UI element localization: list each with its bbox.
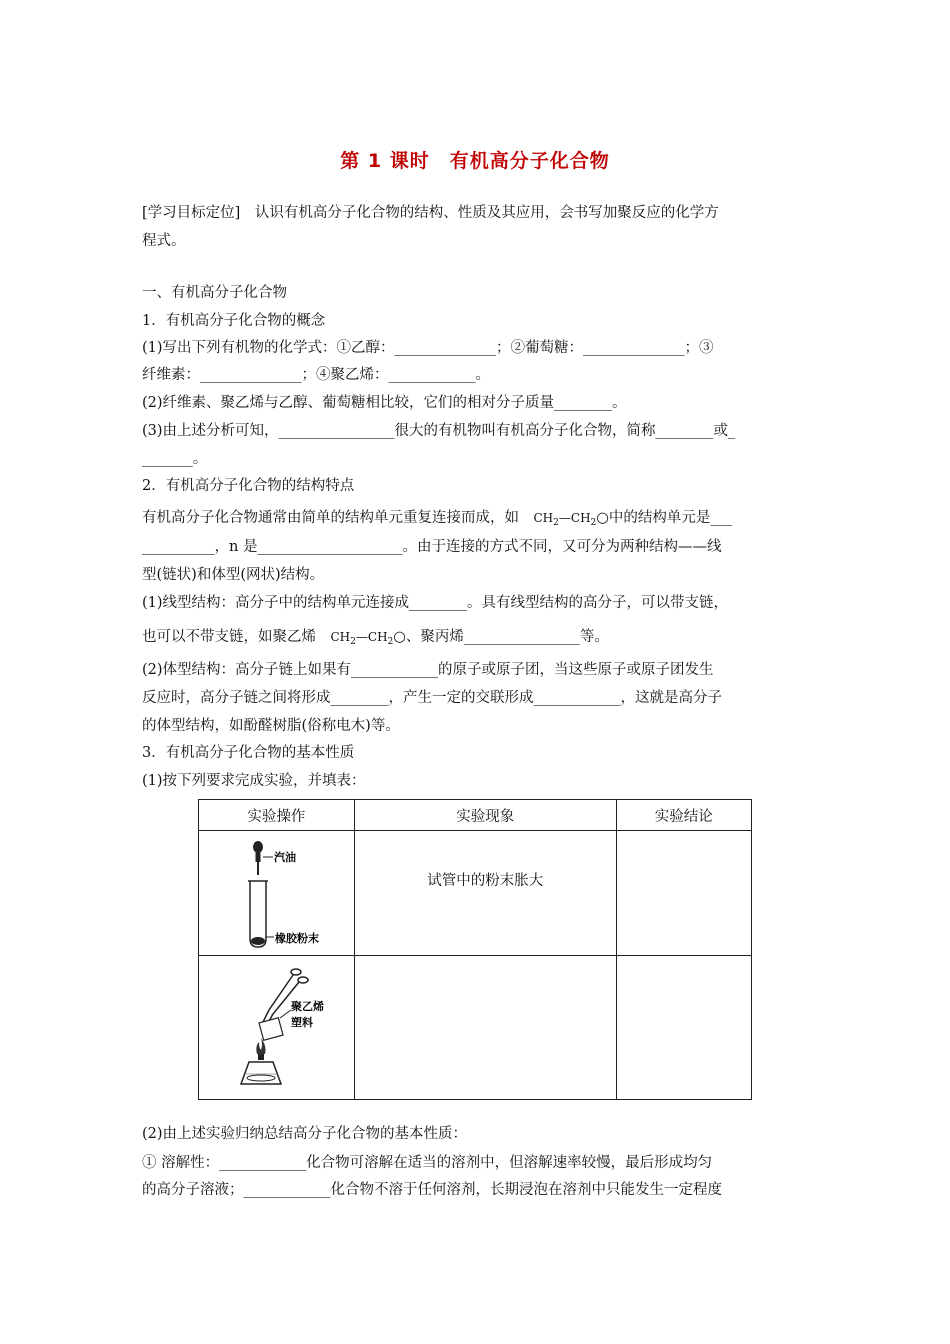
properties-question-1: (1)按下列要求完成实验，并填表： — [142, 773, 366, 789]
question-1-line-2: 纤维素：______________；④聚乙烯：____________。 — [142, 367, 490, 383]
observation-cell[interactable] — [354, 956, 616, 1100]
formula-subscript: 2 — [387, 637, 394, 647]
question-3-line-2: _______。 — [142, 451, 208, 467]
burning-plastic-figure — [211, 958, 341, 1098]
formula-part: CH — [533, 511, 554, 525]
structure-line-3: 型(链状)和体型(网状)结构。 — [142, 567, 325, 583]
rubber-powder-icon — [251, 937, 265, 945]
section-heading: 一、有机高分子化合物 — [142, 285, 287, 301]
dropper-bulb-icon — [253, 841, 263, 853]
question-3-line-1: (3)由上述分析可知，________________很大的有机物叫有机高分子化合物，简称________或_ — [142, 423, 736, 439]
structure-text: 有机高分子化合物通常由简单的结构单元重复连接而成，如 — [142, 510, 534, 526]
header-conclusion: 实验结论 — [616, 800, 751, 831]
formula-part: CH — [330, 630, 351, 644]
network-structure-line-2: 反应时，高分子链之间将形成________，产生一定的交联形成____________，这就是高分子 — [142, 690, 722, 706]
label-rubber-powder: 橡胶粉末 — [275, 932, 320, 945]
formula-part: —CH — [558, 511, 591, 525]
network-structure-line-1: (2)体型结构：高分子链上如果有____________的原子或原子团，当这些原子或原子团发生 — [142, 662, 714, 678]
table-row — [199, 956, 752, 1100]
test-tube-dropper-figure — [211, 833, 341, 953]
solubility-line-2: 的高分子溶液；____________化合物不溶于任何溶剂，长期浸泡在溶剂中只能发生一定程度 — [142, 1182, 722, 1198]
observation-text: 试管中的粉末胀大 — [427, 872, 544, 889]
table-header-row — [199, 800, 752, 831]
formula-subscript: 2 — [350, 637, 356, 647]
linear-structure-line-2 — [142, 627, 609, 652]
formula-part: —CH — [355, 630, 388, 644]
plastic-piece-icon — [259, 1017, 283, 1040]
operation-cell — [199, 831, 355, 956]
network-structure-line-3: 的体型结构，如酚醛树脂(俗称电木)等。 — [142, 718, 400, 734]
operation-cell — [199, 956, 355, 1100]
question-2: (2)纤维素、聚乙烯与乙醇、葡萄糖相比较，它们的相对分子质量________。 — [142, 395, 627, 411]
experiment-table — [198, 799, 752, 1100]
formula — [330, 630, 394, 647]
header-phenomenon: 实验现象 — [354, 800, 616, 831]
concept-heading: 1．有机高分子化合物的概念 — [142, 313, 326, 329]
properties-heading: 3．有机高分子化合物的基本性质 — [142, 745, 355, 761]
page-title: 第 1 课时 有机高分子化合物 — [340, 150, 610, 172]
table-row — [199, 831, 752, 956]
linear-structure-line-1: (1)线型结构：高分子中的结构单元连接成________。具有线型结构的高分子，可以带支链， — [142, 595, 729, 611]
structure-text: ○中的结构单元是___ — [596, 510, 733, 526]
observation-cell — [354, 831, 616, 956]
question-1-line-1: (1)写出下列有机物的化学式：①乙醇：______________；②葡萄糖：______________；③ — [142, 340, 714, 356]
linear-text: 也可以不带支链，如聚乙烯 — [142, 629, 331, 645]
structure-heading: 2．有机高分子化合物的结构特点 — [142, 478, 355, 494]
conclusion-cell[interactable] — [616, 831, 751, 956]
structure-line-1 — [142, 508, 732, 533]
solubility-line-1: ① 溶解性：____________化合物可溶解在适当的溶剂中，但溶解速率较慢，最后形成均匀 — [142, 1155, 713, 1171]
structure-line-2: __________，n 是____________________。由于连接的方式不同，又可分为两种结构——线 — [142, 539, 722, 555]
properties-question-2: (2)由上述实验归纳总结高分子化合物的基本性质： — [142, 1126, 468, 1142]
label-plastic: 塑料 — [291, 1015, 314, 1029]
formula-subscript: 2 — [553, 518, 559, 528]
formula — [533, 511, 597, 528]
formula-subscript: 2 — [590, 518, 597, 528]
objective-line-1: [学习目标定位] 认识有机高分子化合物的结构、性质及其应用，会书写加聚反应的化学方 — [142, 205, 719, 221]
linear-text: ○、聚丙烯________________等。 — [393, 629, 609, 645]
conclusion-cell[interactable] — [616, 956, 751, 1100]
objective-line-2: 程式。 — [142, 233, 186, 249]
label-gasoline: 汽油 — [274, 851, 297, 864]
header-operation: 实验操作 — [199, 800, 355, 831]
label-polyethylene: 聚乙烯 — [291, 999, 325, 1013]
